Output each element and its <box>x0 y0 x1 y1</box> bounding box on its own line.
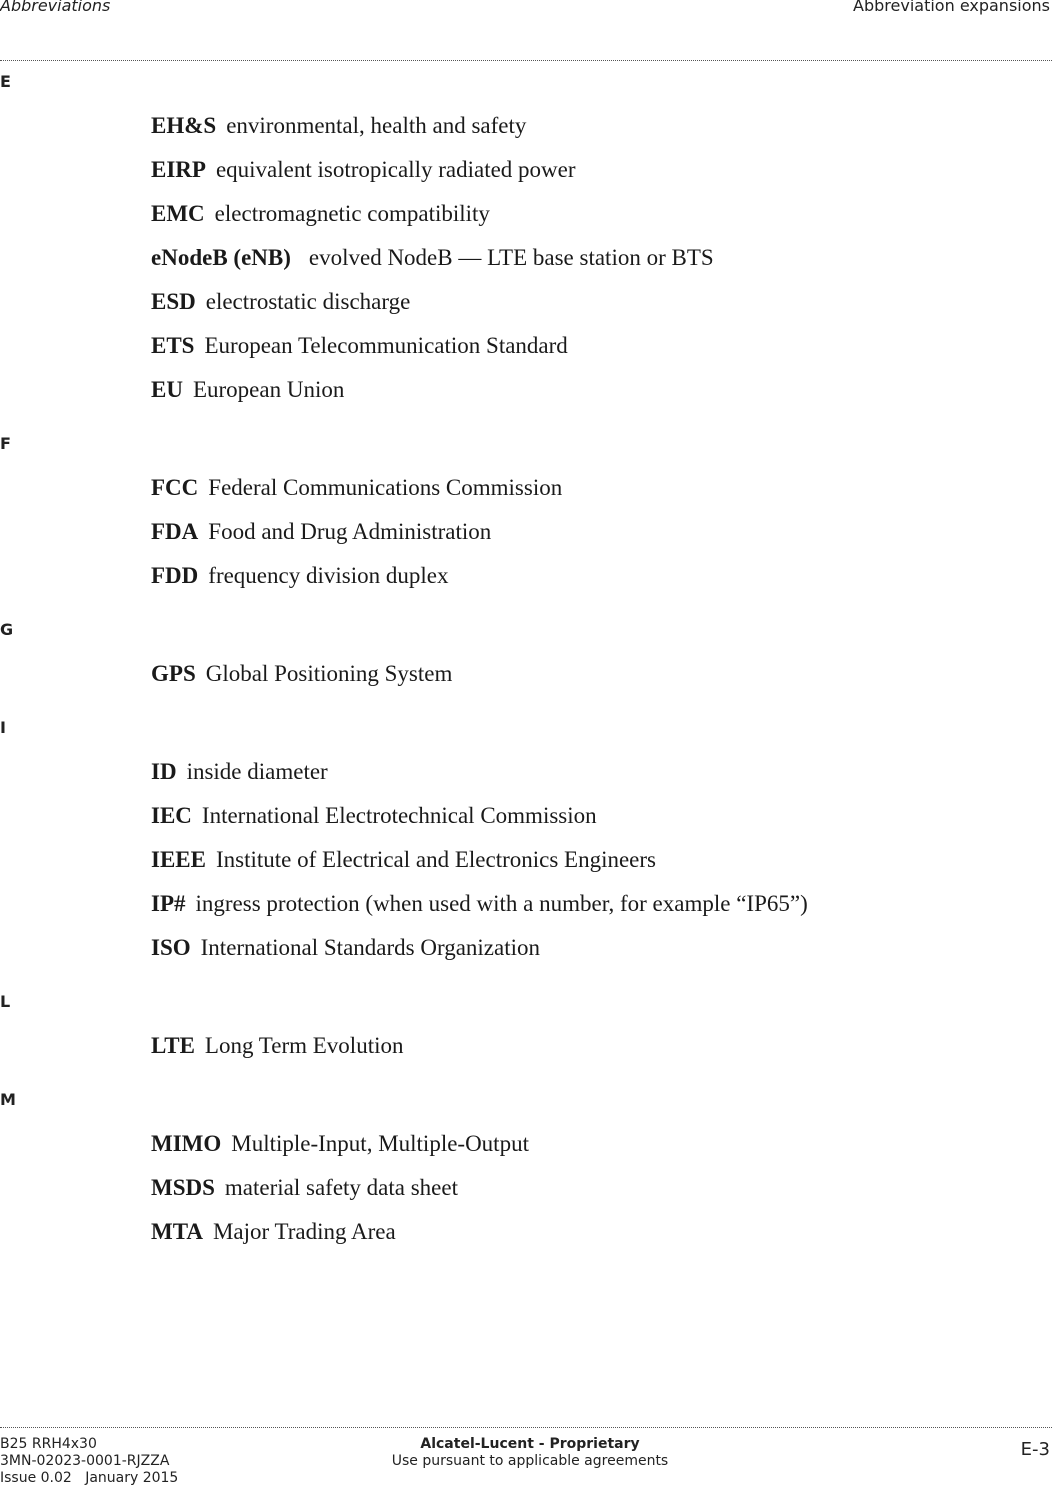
footer-company: Alcatel-Lucent - Proprietary <box>420 1436 640 1452</box>
list-item <box>151 324 1052 368</box>
expansion: Multiple-Input, Multiple-Output <box>231 1131 529 1156</box>
entry-group <box>151 652 1052 696</box>
list-item <box>151 838 1052 882</box>
expansion: electrostatic discharge <box>205 289 411 314</box>
section-letter: E <box>0 72 11 91</box>
footer-doc-number: 3MN-02023-0001-RJZZA <box>0 1453 170 1469</box>
abbreviation: IEC <box>151 803 192 828</box>
abbreviation: ESD <box>151 289 196 314</box>
list-item <box>151 554 1052 598</box>
section-l <box>0 990 1052 1068</box>
running-header-title: Abbreviation expansions <box>853 0 1050 15</box>
footer-date: January 2015 <box>85 1470 179 1486</box>
abbreviation-list <box>0 70 1052 1254</box>
expansion: environmental, health and safety <box>226 113 527 138</box>
entry-group <box>151 1024 1052 1068</box>
abbreviation: EU <box>151 377 183 402</box>
list-item <box>151 1122 1052 1166</box>
expansion: electromagnetic compatibility <box>214 201 490 226</box>
expansion: Food and Drug Administration <box>208 519 492 544</box>
header-divider <box>0 60 1052 61</box>
abbreviation: EMC <box>151 201 205 226</box>
section-m <box>0 1088 1052 1254</box>
expansion: Institute of Electrical and Electronics Engineers <box>215 847 657 872</box>
expansion: International Electrotechnical Commission <box>201 803 597 828</box>
section-letter: I <box>0 718 6 737</box>
footer-notice: Use pursuant to applicable agreements <box>391 1453 669 1469</box>
list-item <box>151 652 1052 696</box>
section-e <box>0 70 1052 412</box>
footer-issue: Issue 0.02 <box>0 1470 72 1486</box>
expansion: material safety data sheet <box>224 1175 458 1200</box>
abbreviation: LTE <box>151 1033 195 1058</box>
expansion: equivalent isotropically radiated power <box>215 157 576 182</box>
expansion: ingress protection (when used with a number, for example “IP65”) <box>195 891 808 916</box>
abbreviation: eNodeB (eNB) <box>151 245 291 270</box>
list-item <box>151 192 1052 236</box>
section-g <box>0 618 1052 696</box>
expansion: International Standards Organization <box>200 935 541 960</box>
list-item <box>151 368 1052 412</box>
abbreviation: MSDS <box>151 1175 215 1200</box>
expansion: European Telecommunication Standard <box>204 333 568 358</box>
list-item <box>151 1166 1052 1210</box>
abbreviation: EH&S <box>151 113 217 138</box>
abbreviation: MTA <box>151 1219 203 1244</box>
abbreviation: FDD <box>151 563 199 588</box>
abbreviation: ISO <box>151 935 191 960</box>
running-header-section: Abbreviations <box>0 0 111 15</box>
entry-group <box>151 750 1052 970</box>
expansion: European Union <box>192 377 345 402</box>
list-item <box>151 750 1052 794</box>
section-letter: F <box>0 434 11 453</box>
list-item <box>151 148 1052 192</box>
expansion: Long Term Evolution <box>204 1033 404 1058</box>
expansion: Major Trading Area <box>212 1219 396 1244</box>
list-item <box>151 104 1052 148</box>
list-item <box>151 1210 1052 1254</box>
entry-group <box>151 1122 1052 1254</box>
abbreviation: GPS <box>151 661 196 686</box>
entry-group <box>151 466 1052 598</box>
footer-proprietary <box>380 1436 680 1470</box>
abbreviation: MIMO <box>151 1131 222 1156</box>
footer-doc-info <box>0 1436 178 1487</box>
list-item <box>151 466 1052 510</box>
section-i <box>0 716 1052 970</box>
footer-issue-line <box>0 1470 178 1487</box>
abbreviation: IEEE <box>151 847 206 872</box>
expansion: inside diameter <box>186 759 328 784</box>
list-item <box>151 926 1052 970</box>
section-letter: M <box>0 1090 16 1109</box>
expansion: evolved NodeB — LTE base station or BTS <box>308 245 714 270</box>
footer-product: B25 RRH4x30 <box>0 1436 97 1452</box>
abbreviation: IP# <box>151 891 186 916</box>
expansion: Federal Communications Commission <box>208 475 563 500</box>
abbreviation: FDA <box>151 519 199 544</box>
list-item <box>151 280 1052 324</box>
abbreviation: EIRP <box>151 157 206 182</box>
list-item <box>151 794 1052 838</box>
entry-group <box>151 104 1052 412</box>
footer-divider <box>0 1427 1052 1428</box>
abbreviation: FCC <box>151 475 199 500</box>
section-letter: G <box>0 620 14 639</box>
list-item <box>151 510 1052 554</box>
section-f <box>0 432 1052 598</box>
expansion: frequency division duplex <box>208 563 449 588</box>
abbreviation: ETS <box>151 333 195 358</box>
page-number: E-3 <box>1020 1439 1050 1460</box>
list-item <box>151 882 1052 926</box>
expansion: Global Positioning System <box>205 661 453 686</box>
section-letter: L <box>0 992 11 1011</box>
list-item <box>151 236 1052 280</box>
abbreviation: ID <box>151 759 177 784</box>
list-item <box>151 1024 1052 1068</box>
